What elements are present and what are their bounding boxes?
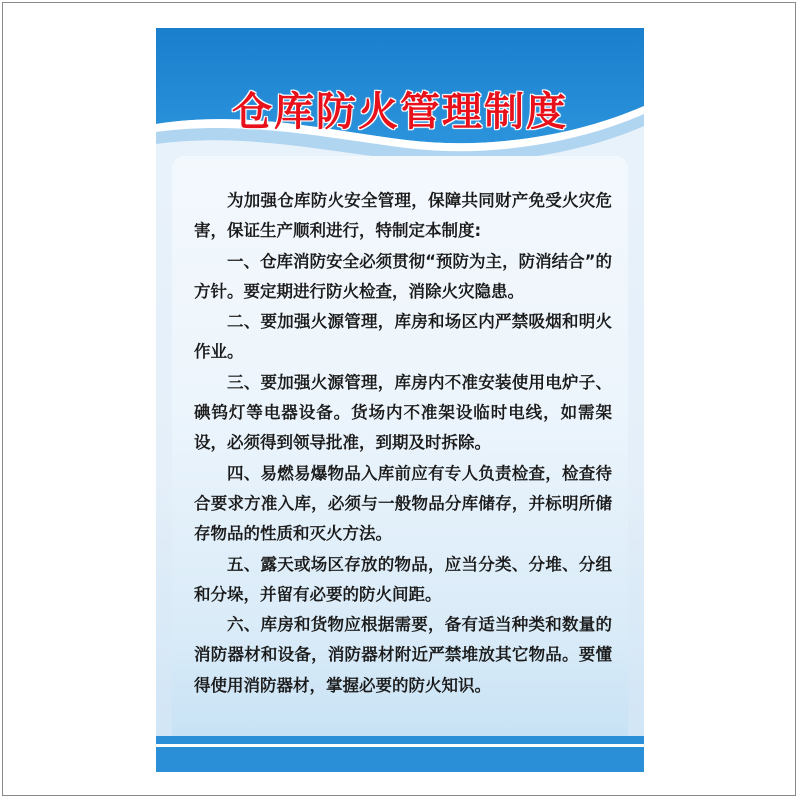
rule-2-paragraph: 二、要加强火源管理，库房和场区内严禁吸烟和明火作业。 [194, 312, 612, 362]
bottom-band [156, 736, 644, 772]
rule-3-paragraph: 三、要加强火源管理，库房内不准安装使用电炉子、碘钨灯等电器设备。货场内不准架设临时电线，如需架设，必须得到领导批准，到期及时拆除。 [194, 372, 612, 453]
rule-5-paragraph: 五、露天或场区存放的物品，应当分类、分堆、分组和分垛，并留有必要的防火间距。 [194, 554, 612, 604]
rule-1-paragraph: 一、仓库消防安全必须贯彻“预防为主，防消结合”的方针。要定期进行防火检查，消除火灾隐患。 [194, 251, 612, 301]
intro-paragraph: 为加强仓库防火安全管理，保障共同财产免受火灾危害，保证生产顺利进行，特制定本制度: [194, 191, 612, 241]
poster-title: 仓库防火管理制度 [232, 89, 568, 135]
poster-board [156, 28, 644, 772]
regulation-text [194, 186, 612, 701]
rule-4-paragraph: 四、易燃易爆物品入库前应有专人负责检查，检查待合要求方准入库，必须与一般物品分库储存，并标明所储存物品的性质和灭火方法。 [194, 463, 612, 544]
rule-6-paragraph: 六、库房和货物应根据需要，备有适当种类和数量的消防器材和设备，消防器材附近严禁堆放其它物品。要懂得使用消防器材，掌握必要的防火知识。 [194, 615, 612, 695]
bottom-stripe [156, 744, 644, 747]
content-panel [172, 156, 628, 756]
